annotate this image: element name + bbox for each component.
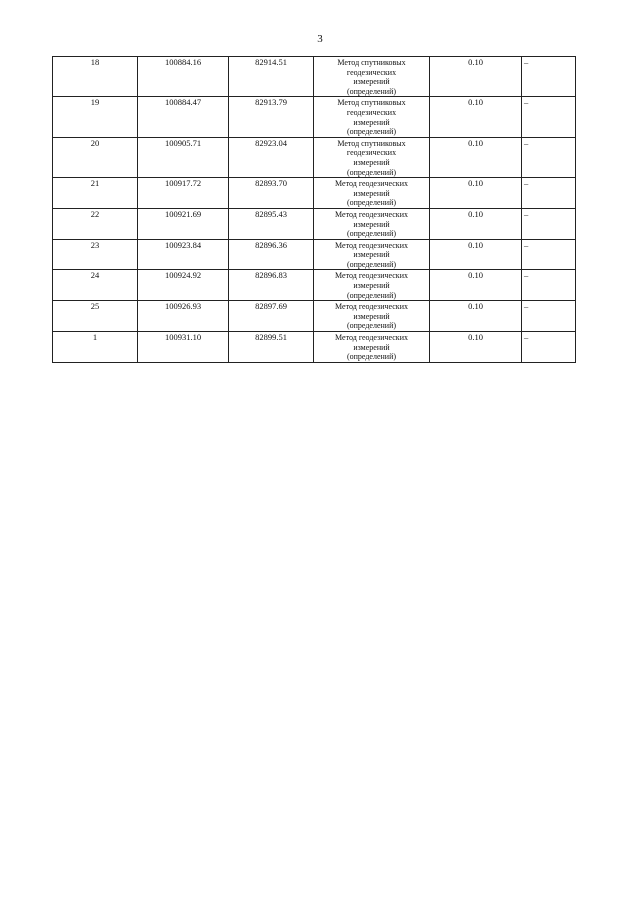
y-coordinate-cell: 82897.69 [229, 301, 314, 332]
method-cell [314, 97, 430, 137]
method-line: Метод спутниковых [337, 138, 406, 148]
accuracy-cell: 0.10 [430, 97, 522, 137]
y-coordinate-cell: 82923.04 [229, 137, 314, 177]
y-coordinate-cell: 82895.43 [229, 208, 314, 239]
method-cell [314, 301, 430, 332]
point-number-cell: 19 [53, 97, 138, 137]
method-line: геодезических [346, 107, 397, 117]
note-cell: – [522, 332, 576, 363]
table-row [53, 57, 576, 97]
x-coordinate-cell: 100921.69 [138, 208, 229, 239]
point-number-cell: 1 [53, 332, 138, 363]
point-number-cell: 21 [53, 178, 138, 209]
point-number-cell: 20 [53, 137, 138, 177]
accuracy-cell: 0.10 [430, 178, 522, 209]
method-line: геодезических [346, 148, 397, 158]
x-coordinate-cell: 100926.93 [138, 301, 229, 332]
method-line: Метод геодезических [335, 271, 408, 281]
note-cell: – [522, 270, 576, 301]
method-line: (определений) [346, 290, 397, 300]
method-line: (определений) [346, 198, 397, 208]
note-cell: – [522, 301, 576, 332]
accuracy-cell: 0.10 [430, 137, 522, 177]
accuracy-cell: 0.10 [430, 270, 522, 301]
method-line: (определений) [346, 86, 397, 96]
point-number-cell: 18 [53, 57, 138, 97]
table-row [53, 301, 576, 332]
method-cell [314, 332, 430, 363]
y-coordinate-cell: 82896.83 [229, 270, 314, 301]
note-cell: – [522, 239, 576, 270]
table-row [53, 208, 576, 239]
method-line: Метод геодезических [335, 333, 408, 343]
note-cell: – [522, 208, 576, 239]
method-line: Метод геодезических [335, 179, 408, 189]
method-line: измерений [353, 157, 390, 167]
note-cell: – [522, 57, 576, 97]
x-coordinate-cell: 100923.84 [138, 239, 229, 270]
table-row [53, 332, 576, 363]
accuracy-cell: 0.10 [430, 239, 522, 270]
y-coordinate-cell: 82913.79 [229, 97, 314, 137]
table-row [53, 137, 576, 177]
method-line: измерений [353, 250, 390, 260]
method-line: Метод геодезических [335, 240, 408, 250]
method-line: измерений [353, 117, 390, 127]
note-cell: – [522, 97, 576, 137]
method-line: (определений) [346, 229, 397, 239]
method-cell [314, 178, 430, 209]
method-cell [314, 239, 430, 270]
method-line: (определений) [346, 127, 397, 137]
accuracy-cell: 0.10 [430, 301, 522, 332]
method-line: измерений [353, 77, 390, 87]
x-coordinate-cell: 100917.72 [138, 178, 229, 209]
y-coordinate-cell: 82896.36 [229, 239, 314, 270]
method-line: измерений [353, 311, 390, 321]
x-coordinate-cell: 100931.10 [138, 332, 229, 363]
method-line: (определений) [346, 321, 397, 331]
coordinates-table-body [53, 57, 576, 363]
method-line: измерений [353, 188, 390, 198]
method-line: измерений [353, 219, 390, 229]
table-row [53, 239, 576, 270]
note-cell: – [522, 137, 576, 177]
table-row [53, 97, 576, 137]
x-coordinate-cell: 100924.92 [138, 270, 229, 301]
method-line: Метод спутниковых [337, 58, 406, 67]
x-coordinate-cell: 100884.16 [138, 57, 229, 97]
accuracy-cell: 0.10 [430, 57, 522, 97]
method-cell [314, 137, 430, 177]
method-cell [314, 208, 430, 239]
point-number-cell: 24 [53, 270, 138, 301]
x-coordinate-cell: 100905.71 [138, 137, 229, 177]
method-line: (определений) [346, 167, 397, 177]
point-number-cell: 22 [53, 208, 138, 239]
note-cell: – [522, 178, 576, 209]
y-coordinate-cell: 82893.70 [229, 178, 314, 209]
coordinates-table [52, 56, 576, 363]
y-coordinate-cell: 82914.51 [229, 57, 314, 97]
method-line: измерений [353, 342, 390, 352]
point-number-cell: 25 [53, 301, 138, 332]
point-number-cell: 23 [53, 239, 138, 270]
method-cell [314, 270, 430, 301]
method-line: (определений) [346, 259, 397, 269]
method-line: измерений [353, 281, 390, 291]
method-line: Метод спутниковых [337, 98, 406, 108]
y-coordinate-cell: 82899.51 [229, 332, 314, 363]
method-line: Метод геодезических [335, 209, 408, 219]
method-cell [314, 57, 430, 97]
method-line: (определений) [346, 352, 397, 362]
table-row [53, 178, 576, 209]
x-coordinate-cell: 100884.47 [138, 97, 229, 137]
method-line: геодезических [346, 67, 397, 77]
table-row [53, 270, 576, 301]
method-line: Метод геодезических [335, 302, 408, 312]
page-number: 3 [317, 33, 323, 45]
accuracy-cell: 0.10 [430, 332, 522, 363]
accuracy-cell: 0.10 [430, 208, 522, 239]
